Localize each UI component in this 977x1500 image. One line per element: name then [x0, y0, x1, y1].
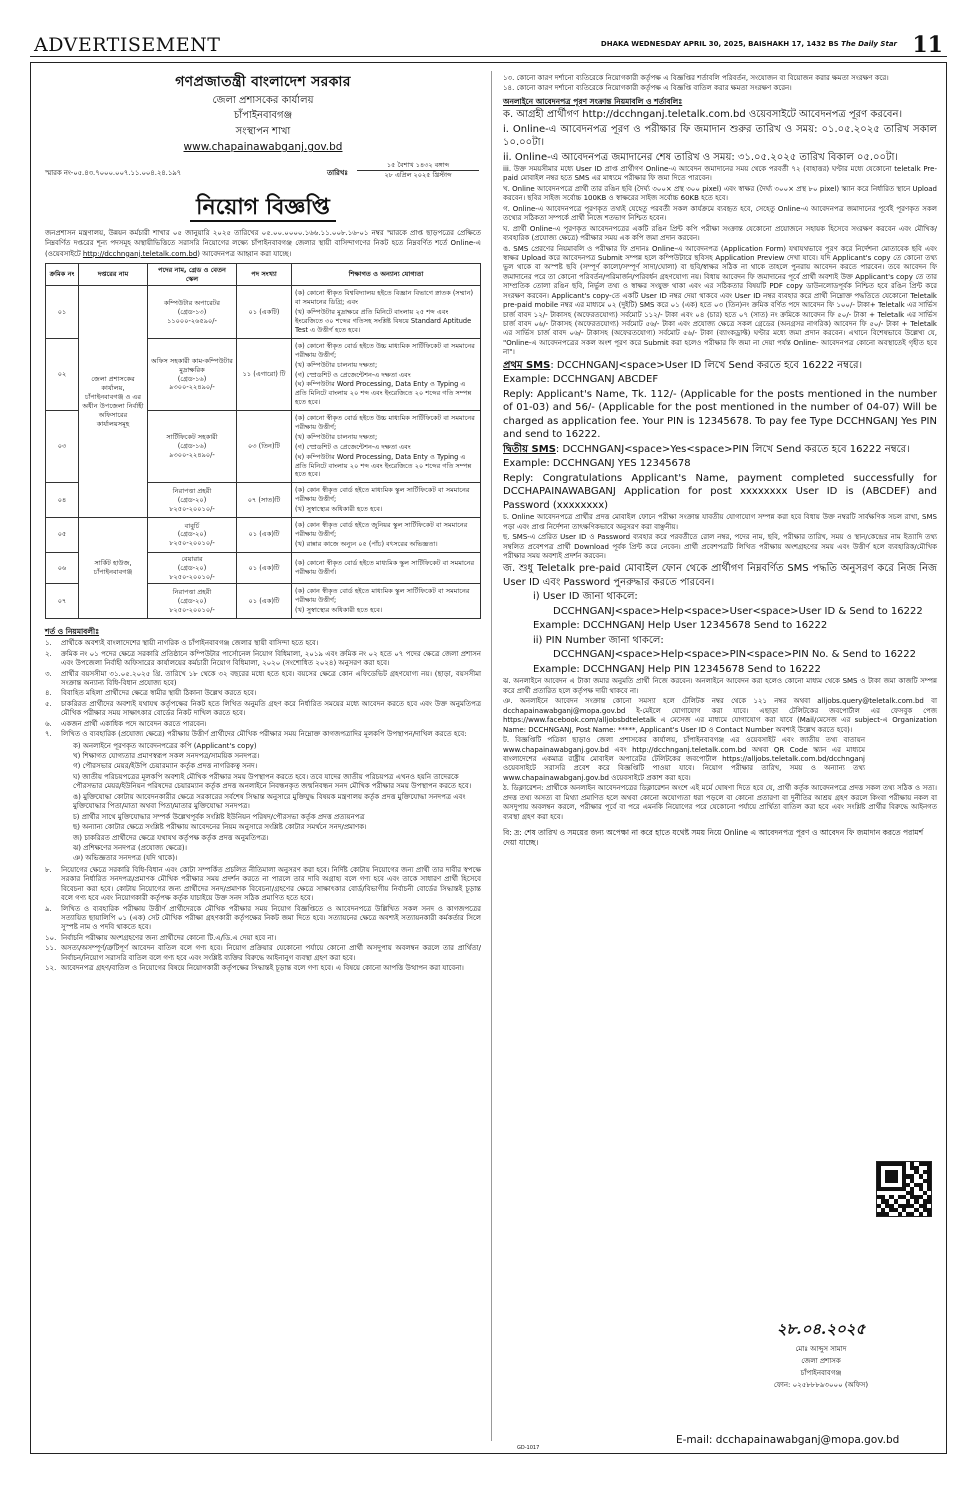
condition-item: [45, 689, 481, 698]
rule-gha: ঘ. প্রার্থী Online-এ পূরণকৃত আবেদনপত্রের একটি রঙিন প্রিন্ট কপি পরীক্ষা সংক্রান্ত যেকোনো প্রয়োজনে সহায়ক হিসেবে সংরক্ষণ করবেন এবং মৌখিক/ব্যবহারিক (প্রযোজ্য ক্ষেত্রে) পরীক্ষার সময় এক কপি জমা প্রদান করবেন।: [503, 224, 937, 243]
rule-ka: ক. আগ্রহী প্রার্থীগণ http://dcchnganj.teletalk.com.bd ওয়েবসাইটে আবেদনপত্র পূরণ করবেন।: [503, 109, 903, 120]
office-name: জেলা প্রশাসকের কার্যালয়: [212, 94, 314, 106]
post-count: ০৩ (তিন)টি: [237, 411, 292, 483]
dateline: DHAKA WEDNESDAY APRIL 30, 2025, BAISHAKH 17, 1432 BS The Daily Star: [600, 40, 897, 48]
signatory-district: চাঁপাইনবাবগঞ্জ: [800, 1369, 842, 1377]
condition-number: ২.: [45, 649, 52, 658]
row-serial: ০৬: [46, 552, 79, 584]
post-scale: ৮২৫০-২০০১০/-: [169, 504, 215, 513]
post-post: সার্টিফিকেট সহকারী: [166, 433, 218, 442]
condition-number: ১০.: [45, 933, 57, 942]
email-address[interactable]: E-mail: dcchapainawabganj@mopa.gov.bd: [676, 1434, 900, 1446]
post-scale: ৯৩০০-২২৪৯০/-: [169, 451, 215, 460]
apply-link[interactable]: http://dcchnganj.teletalk.com.bd: [82, 249, 198, 258]
qualification-cell: [292, 552, 481, 584]
page-title: নিয়োগ বিজ্ঞপ্তি: [45, 193, 481, 223]
condition-text: ক্রমিক নং ০১ পদের ক্ষেত্রে সরকারি প্রতিষ্ঠানে কম্পিউটার পার্সোনেল নিয়োগ বিধিমালা, ২০১৯ এবং ক্রমিক নং ০২ হতে ০৭ পদের ক্ষেত্রে জেলা প্রশাসন এবং উপজেলা নির্বাহী অফিসারের কার্যালয়ের কর্মচারী নিয়োগ বিধিমালা, ২০২০ (সংশোধিত ২০২৪) অনুসরণ করা হবে।: [61, 649, 481, 668]
condition-number: ১১.: [45, 944, 57, 953]
document-item: ক) অনলাইনে পূরণকৃত আবেদনপত্রের কপি (Applicant's copy): [73, 741, 257, 750]
post-post: অফিস সহকারী কাম-কম্পিউটার মুদ্রাক্ষরিক: [151, 356, 233, 374]
left-column: [45, 73, 481, 975]
document-item: ঘ) জাতীয় পরিচয়পত্রের মূলকপি অবশ্যই মৌখিক পরীক্ষার সময় উপস্থাপন করতে হবে। তবে যাদের জাতীয় পরিচয়পত্র এখনও হয়নি তাদেরকে পৌরসভার মেয়র/ইউনিয়ন পরিষদের চেয়ারম্যান কর্তৃক প্রদত্ত অনলাইনে নিবন্ধনকৃত জন্মনিবন্ধন সনদ মৌখিক পরীক্ষার সময় উপস্থাপন করতে হবে।: [73, 772, 472, 791]
document-item: ঝ) প্রশিক্ষণের সনদপত্র (প্রযোজ্য ক্ষেত্রে)।: [73, 843, 188, 852]
condition-item: [45, 700, 481, 719]
right-column: [503, 73, 937, 848]
qr-module: [927, 1212, 931, 1216]
row-serial: ০২: [46, 338, 79, 410]
condition-item: [45, 944, 481, 963]
sms-1-reply: Reply: Applicant's Name, Tk. 112/- (Applicable for the posts mentioned in the number of 01-03) and 56/- (Applicable for the post mentioned in the number of 04-07) Will be charged as application fee. Your PIN is 12345678. To pay fee Type DCCHNGANJ Yes PIN and send to 16222.: [503, 388, 937, 441]
condition-text: নির্বাচনি পরীক্ষায় অংশগ্রহণের জন্য প্রার্থীদের কোনো টি.এ/ডি.এ দেয়া হবে না।: [61, 933, 277, 942]
condition-item: [45, 720, 481, 729]
post-scale: ১১০০০-২৬৫৯০/-: [167, 316, 217, 325]
memo-row: [45, 161, 481, 191]
signatory-phone: ফোন: ০২৫৮৮৮৯৩০০০ (অফিস): [773, 1381, 869, 1389]
district-name: চাঁপাইনবাবগঞ্জ: [233, 110, 293, 122]
pin-command: DCCHNGANJ<space>Help<space>PIN<space>PIN No. & Send to 16222: [553, 649, 917, 661]
document-item: গ) পৌরসভার মেয়র/ইউপি চেয়ারম্যান কর্তৃক প্রদত্ত নাগরিকত্ব সনদ।: [73, 762, 258, 771]
qualification-cell: [292, 338, 481, 410]
condition-number: ৫.: [45, 699, 52, 708]
column-divider: [491, 71, 492, 1441]
rule-kha: খ. Online আবেদনপত্রে প্রার্থী তার রঙিন ছবি (দৈর্ঘ্য ৩০০× প্রস্থ ৩০০ pixel) এবং স্বাক্ষর (দৈর্ঘ্য ৩০০× প্রস্থ ৮০ pixel) স্ক্যান করে নির্ধারিত স্থানে Upload করবেন। ছবির সাইজ সর্বোচ্চ 100KB ও স্বাক্ষরের সাইজ সর্বোচ্চ 60KB হতে হবে।: [503, 184, 937, 203]
posts-table: [45, 263, 481, 619]
qualification-line: (খ) কম্পিউটার চালনায় দক্ষতা;: [295, 360, 378, 369]
conditions-list-more: [45, 866, 481, 974]
condition-text: নিয়োগের ক্ষেত্রে সরকারি বিধি-বিধান এবং কোটা সম্পর্কিত প্রচলিত নীতিমালা অনুসরণ করা হবে। নির্দিষ্ট কোটায় নিয়োগের জন্য প্রার্থী তার দাবীর স্বপক্ষে সরকার নির্ধারিত সনদপত্র/প্রমাণক মৌখিক পরীক্ষার সময় প্রদর্শন করতে না পারলে তার দাবি অগ্রাহ্য বলে গণ্য হবে এবং তাকে সাধারণ প্রার্থী হিসেবে বিবেচনা করা হবে। কোটায় নিয়োগের জন্য প্রার্থীদের সনদ/প্রমাণক বিবেচনা/গ্রহণের ক্ষেত্রে সাক্ষাৎকার বোর্ড/বিভাগীয় নির্বাচনী বোর্ডের সিদ্ধান্তই চূড়ান্ত বলে গণ্য হবে এবং নিয়োগকারী কর্তৃপক্ষ কর্তৃক যাচাইয়ে উক্ত সনদ সঠিক প্রমাণিত হতে হবে।: [61, 865, 481, 903]
documents-list: [45, 742, 481, 864]
office-cell: জেলা প্রশাসকের কার্যালয়, চাঁপাইনবাবগঞ্জ ও এর অধীন উপজেলা নির্বাহী অফিসারের কার্যালয়সমূহ: [79, 286, 148, 518]
date-bengali: ১৫ বৈশাখ ১৪৩২ বঙ্গাব্দ: [357, 161, 479, 172]
qualification-line: (ক) কোনো স্বীকৃত বোর্ড হইতে মাধ্যমিক স্কুল সার্টিফিকেট বা সমমানের পরীক্ষায় উত্তীর্ণ।: [295, 559, 475, 577]
condition-number: ৯.: [45, 904, 52, 913]
condition-item: [45, 650, 481, 669]
row-serial: ০১: [46, 286, 79, 338]
col-post: পদের নাম, গ্রেড ও বেতন স্কেল: [148, 263, 237, 286]
rule-iii: iii. উক্ত সময়সীমার মধ্যে User ID প্রাপ্ত প্রার্থীগণ Online-এ আবেদন জমাদানের সময় থেকে পরবর্তী ৭২ (বাহাত্তর) ঘণ্টার মধ্যে যেকোনো teletalk Pre-paid মোবাইল নম্বর হতে SMS এর মাধ্যমে পরীক্ষার ফি জমা দিতে পারবেন।: [503, 165, 937, 183]
condition-number: ১২.: [45, 964, 57, 973]
condition-text: চাকরিরত প্রার্থীদের অবশ্যই যথাযথ কর্তৃপক্ষের নিকট হতে লিখিত অনুমতি গ্রহণ করে নির্ধারিত সময়ের মধ্যে আবেদন করতে হবে এবং উক্ত অনুমতিপত্র মৌখিক পরীক্ষার সময় সাক্ষাৎকার বোর্ডের নিকট দাখিল করতে হবে।: [61, 699, 481, 718]
memo-number: স্মারক নং-০৫.৪৩.৭০০০.০০৭.১১.০০৪.২৪.১৯৭: [45, 168, 182, 177]
signature-block: [731, 1318, 911, 1391]
pin-label: ii) PIN Number জানা থাকলে:: [533, 634, 664, 646]
post-scale: ৮২৫০-২০০১০/-: [169, 572, 215, 581]
condition-text: লিখিত ও ব্যবহারিক (প্রযোজ্য ক্ষেত্রে) পরীক্ষায় উত্তীর্ণ প্রার্থীদের মৌখিক পরীক্ষার সময় নিম্নোক্ত কাগজপত্রাদির মূলকপি উপস্থাপন/দাখিল করতে হবে:: [61, 730, 467, 739]
condition-number: ৭.: [45, 730, 52, 739]
header: [45, 73, 481, 155]
rule-ii: ii. Online-এ আবেদনপত্র জমাদানের শেষ তারিখ ও সময়: ৩১.০৫.২০২৫ তারিখ বিকাল ০৫.০০টা।: [503, 151, 898, 163]
post-grade: (গ্রেড-২০): [177, 596, 207, 605]
note: বি: দ্র: শেষ তারিখ ও সময়ের জন্য অপেক্ষা না করে হাতে যথেষ্ট সময় নিয়ে Online এ আবেদনপত্র পূরণ ও আবেদন ফি জমাদান করতে পরামর্শ দেয়া যাচ্ছে।: [503, 828, 924, 848]
condition-text: বিবাহিত মহিলা প্রার্থীদের ক্ষেত্রে স্বামীর স্থায়ী ঠিকানা উল্লেখ করতে হবে।: [61, 689, 257, 698]
qualification-line: (খ) রান্নার কাজে অন্যুন ০৫ (পাঁচ) বৎসরের অভিজ্ঞতা।: [295, 539, 438, 548]
qr-module: [894, 1179, 898, 1183]
section-label: ADVERTISEMENT: [34, 34, 221, 56]
rule-chha: ছ. SMS-এ প্রেরিত User ID ও Password ব্যবহার করে পরবর্তীতে রোল নম্বর, পদের নাম, ছবি, পরীক্ষার তারিখ, সময় ও স্থান/কেন্দ্রের নাম ইত্যাদি তথ্য সম্বলিত প্রবেশপত্র প্রার্থী Download পূর্বক প্রিন্ট করে নেবেন। প্রার্থী প্রবেশপত্রটি লিখিত পরীক্ষায় অংশগ্রহণের সময় এবং উত্তীর্ণ হলে ব্যবহারিক/মৌখিক পরীক্ষার সময় অবশ্যই প্রদর্শন করবেন।: [503, 533, 937, 560]
condition-item: [45, 730, 481, 739]
post-grade: (গ্রেড-২০): [177, 495, 207, 504]
qualification-cell: [292, 286, 481, 338]
sms-2: দ্বিতীয় SMS: DCCHNGANJ<space>Yes<space>PIN লিখে Send করতে হবে 16222 নম্বরে।: [503, 443, 910, 455]
date-box: [357, 161, 479, 181]
rule-uma: ঙ. SMS প্রেরণের নিয়মাবলি ও পরীক্ষার ফি প্রদানঃ Online-এ আবেদনপত্র (Application Form) যথাযথভাবে পূরণ করে নির্দেশনা মোতাবেক ছবি এবং স্বাক্ষর Upload করে আবেদনপত্র Submit সম্পন্ন হলে কম্পিউটারে ছবিসহ Application Preview দেখা যাবে। যদি Applicant's copy তে কোনো তথ্য ভুল থাকে বা অস্পষ্ট ছবি (সম্পূর্ণ কালো/সম্পূর্ণ সাদা/ঘোলা) বা ছবি/স্বাক্ষর সঠিক না থাকে তাহলে পুনরায় আবেদন করতে পারবেন। তবে আবেদন ফি জমাদানের পরে তা কোনো পরিবর্তন/পরিমার্জন/পরিবর্ধন গ্রহণযোগ্য নয়। বিধায় আবেদন ফি জমাদানের পূর্বে প্রার্থী অবশ্যই উক্ত Applicant's copy তে তার সাম্প্রতিক তোলা রঙিন ছবি, নির্ভুল তথ্য ও স্বাক্ষর সংযুক্ত থাকা এবং এর সঠিকতার বিষয়টি PDF copy ডাউনলোডপূর্বক নিশ্চিত হবে রঙিন প্রিন্ট করে সংরক্ষণ করবেন। Applicant's copy-তে একটি User ID নম্বর দেয়া থাকবে এবং User ID নম্বর ব্যবহার করে প্রার্থী নিম্নোক্ত পদ্ধতিতে যেকোনো Teletalk pre-paid mobile নম্বর এর মাধ্যমে ০২ (দুইটি) SMS করে ০১ (এক) হতে ০৩ (তিন)নং ক্রমিক বর্ণিত পদে আবেদন ফি ১০০/- টাকা+ Teletalk এর সার্ভিস চার্জ বাবদ ১২/- টাকাসহ (অফেরতযোগ্য) সর্বমোট ১১২/- টাকা এবং ০৪ (চার) হতে ০৭ (সাত) নং ক্রমিকে আবেদন ফি ৫০/- টাকা + Teletalk এর সার্ভিস চার্জ বাবদ ০৬/- টাকাসহ (অফেরতযোগ্য) সর্বমোট ৫৬/- টাকা এবং প্রযোজ্য ক্ষেত্রে সকল গ্রেডের (অনগ্রসর নাগরিক) আবেদন ফি ৫০/- টাকা + Teletalk এর সার্ভিস চার্জ বাবদ ০৬/- টাকাসহ (অফেরতযোগ্য) সর্বমোট ৫৬/- টাকা (ব্যাংকড্রাফ্ট) ঘণ্টার মধ্যে জমা প্রদান করবেন। এখানে বিশেষভাবে উল্লেখ্য যে, "Online-এ আবেদনপত্রের সকল অংশ পূরণ করে Submit করা হলেও পরীক্ষার ফি জমা না দেয়া পর্যন্ত Online- আবেদনপত্র কোনো অবস্থাতেই গৃহীত হবে না"।: [503, 244, 937, 357]
rule-ta: ট. বিজ্ঞপ্তিটি পত্রিকা ছাড়াও জেলা প্রশাসকের কার্যালয়, চাঁপাইনবাবগঞ্জ এর ওয়েবসাইট এবং জাতীয় তথ্য বাতায়ন www.chapainawabganj.gov.bd এবং http://dcchnganj.teletalk.com.bd অথবা QR Code স্ক্যান এর মাধ্যমে বাংলাদেশের একমাত্র রাষ্ট্রীয় মোবাইল অপারেটর টেলিটকের জবপোর্টাল https://alljobs.teletalk.com.bd/dcchnganj ওয়েবসাইটে সরাসরি প্রবেশ করে বিজ্ঞপ্তিটি পাওয়া যাবে। নিয়োগ পরীক্ষার তারিখ, সময় ও অন্যান্য তথ্য www.chapainawabganj.gov.bd ওয়েবসাইটে প্রকাশ করা হবে।: [503, 736, 865, 782]
conditions-list: [45, 639, 481, 739]
rule-i: i. Online-এ আবেদনপত্র পূরণ ও পরীক্ষার ফি জমাদান শুরুর তারিখ ও সময়: ০১.০৫.২০২৫ তারিখ সকাল ১০.০০টা।: [503, 123, 937, 148]
uid-label: i) User ID জানা থাকলে:: [533, 591, 638, 603]
condition-number: ৪.: [45, 689, 52, 698]
masthead: [30, 30, 947, 57]
condition-number: ৮.: [45, 865, 52, 874]
condition-item: [45, 905, 481, 933]
post-scale: ৮২৫০-২০০১০/-: [169, 605, 215, 614]
qualification-line: (খ) সুস্বাস্থ্যের অধিকারী হতে হবে।: [295, 505, 383, 514]
condition-number: ৬.: [45, 719, 52, 728]
col-serial: ক্রমিক নং: [46, 263, 79, 286]
document-item: ঞ) অভিজ্ঞতার সনদপত্র (যদি থাকে)।: [73, 854, 178, 863]
conditions-title: শর্ত ও নিয়মাবলীঃ: [45, 627, 100, 637]
table-row: [46, 286, 481, 338]
advertisement: [30, 62, 947, 1454]
date-english: ২৮ এপ্রিল ২০২৫ খ্রিস্টাব্দ: [384, 171, 452, 180]
gd-code: GD-1017: [517, 1445, 540, 1451]
post-post: কম্পিউটার অপারেটর: [163, 298, 221, 307]
qualification-line: (ঘ) কম্পিউটার Word Processing, Data Enty ও Typing এ প্রতি মিনিটে বাংলায় ২০ শব্দ এবং ইংরেজিতে ২০ শব্দের গতি সম্পন্ন হতে হবে।: [295, 452, 472, 479]
document-item: ছ) অন্যান্য কোটার ক্ষেত্রে সংশ্লিষ্ট পরীক্ষায় আবেদনের নিয়ম অনুসারে সংশ্লিষ্ট কোটার সমর্থনে সনদ/প্রমাণক।: [73, 823, 367, 832]
office-cell: সার্কিট হাউজ, চাঁপাইনবাবগঞ্জ: [79, 518, 148, 619]
sms-2-reply: Reply: Congratulations Applicant's Name, payment completed successfully for DCCHAPAINAWABGANJ Application for post xxxxxxxx User ID is (ABCDEF) and Password (xxxxxxxx): [503, 472, 937, 511]
qualification-line: (ক) কোন স্বীকৃত বোর্ড হইতে জুনিয়র স্কুল সার্টিফিকেট বা সমমানের পরীক্ষায় উত্তীর্ণ;: [295, 521, 468, 538]
row-serial: ০৫: [46, 518, 79, 553]
paper-name: The Daily Star: [841, 40, 897, 48]
post-post: বেয়ারার: [181, 554, 203, 563]
page-number: 11: [912, 32, 943, 58]
post-count: ০১ (এক)টি: [237, 518, 292, 553]
condition-number: ১.: [45, 639, 52, 648]
post-count: ০১ (একটি): [237, 286, 292, 338]
table-row: [46, 518, 481, 553]
condition-item: [45, 964, 481, 973]
condition-item: [45, 670, 481, 689]
document-item: চ) প্রার্থীর সাথে মুক্তিযোদ্ধার সম্পর্ক উল্লেখপূর্বক সংশ্লিষ্ট ইউনিয়ন পরিষদ/পৌরসভা কর্তৃক প্রদত্ত প্রত্যয়নপত্র: [73, 812, 365, 821]
condition-text: প্রার্থীকে অবশ্যই বাংলাদেশের স্থায়ী নাগরিক ও চাঁপাইনবাবগঞ্জ জেলার স্থায়ী বাসিন্দা হতে হবে।: [61, 639, 319, 648]
post-count: ০৭ (সাত)টি: [237, 483, 292, 518]
qualification-line: (খ) সুস্বাস্থ্যের অধিকারী হতে হবে।: [295, 606, 383, 615]
document-item: ঙ) মুক্তিযোদ্ধা কোটায় আবেদনকারীর ক্ষেত্রে সরকারের সর্বশেষ সিদ্ধান্ত অনুসারে মুক্তিযুদ্ধ বিষয়ক মন্ত্রণালয় কর্তৃক প্রদত্ত মুক্তিযোদ্ধা সনদপত্র এবং মুক্তিযোদ্ধার পিতা/মাতা অথবা পিতা/মাতার মুক্তিযোদ্ধা সনদপত্র।: [73, 792, 466, 811]
condition-text: আবেদনপত্র গ্রহণ/বাতিল ও নিয়োগের বিষয়ে নিয়োগকারী কর্তৃপক্ষের সিদ্ধান্তই চূড়ান্ত বলে গণ্য হবে। এ বিষয়ে কোনো আপত্তি উত্থাপন করা যাবেনা।: [61, 964, 464, 973]
qualification-cell: [292, 584, 481, 619]
post-cell: [148, 483, 237, 518]
signature-date: ২৮.০৪.২০২৫: [776, 1320, 866, 1338]
qualification-line: (ক) কোন স্বীকৃত বোর্ড হইতে মাধ্যমিক স্কুল সার্টিফিকেট বা সমমানের পরীক্ষায় উত্তীর্ণ;: [295, 587, 470, 605]
post-cell: [148, 411, 237, 483]
condition-14: ১৪. কোনো কারণ দর্শানো ব্যতিরেকে নিয়োগকারী কর্তৃপক্ষ এ বিজ্ঞপ্তি বাতিল করার ক্ষমতা সংরক্ষণ করেন।: [503, 84, 792, 93]
post-grade: (গ্রেড-১৬): [177, 442, 207, 451]
condition-item: [45, 866, 481, 904]
qualification-line: (গ) স্প্রেডশিট ও প্রেজেন্টেশন-এ দক্ষতা এবং: [295, 370, 411, 379]
post-count: ০১ (এক)টি: [237, 584, 292, 619]
qualification-line: (ক) কোনো স্বীকৃত বোর্ড হইতে উচ্চ মাধ্যমিক সার্টিফিকেট বা সমমানের পরীক্ষায় উত্তীর্ণ;: [295, 414, 475, 432]
post-cell: [148, 584, 237, 619]
intro-paragraph: জনপ্রশাসন মন্ত্রণালয়, উন্নয়ন কর্মচারী শাখার ০৫ জানুয়ারি ২০২৫ তারিখের ০৫.০০.০০০০.১৬৬.১১.০০৮.১৬-০১ নম্বর স্মারকে প্রাপ্ত ছাড়পত্রের প্রেক্ষিতে নিম্নবর্ণিত দপ্তরের শূন্য পদসমূহ অস্থায়ীভিত্তিতে সরাসরি নিয়োগের লক্ষ্যে চাঁপাইনবাবগঞ্জ জেলার স্থায়ী বাসিন্দাগণের নিকট হতে নিম্নবর্ণিত শর্তে Online-এ (ওয়েবসাইটে http://dcchnganj.teletalk.com.bd) আবেদনপত্র আহ্বান করা যাচ্ছে।: [45, 229, 481, 258]
qualification-line: (ক) কোনো স্বীকৃত বোর্ড হইতে উচ্চ মাধ্যমিক সার্টিফিকেট বা সমমানের পরীক্ষায় উত্তীর্ণ;: [295, 341, 475, 359]
qr-module: [910, 1212, 914, 1216]
branch-name: সংস্থাপন শাখা: [235, 125, 291, 137]
uid-command: DCCHNGANJ<space>Help<space>User<space>User ID & Send to 16222: [553, 605, 923, 617]
post-cell: [148, 552, 237, 584]
qr-module: [919, 1212, 923, 1216]
condition-number: ৩.: [45, 669, 52, 678]
qr-module: [885, 1212, 889, 1216]
post-scale: ৯৩০০-২২৪৯০/-: [169, 383, 215, 392]
qualification-line: (খ) কম্পিউটার চালনায় দক্ষতা;: [295, 432, 378, 441]
condition-13: ১৩. কোনো কারণ দর্শানো ব্যতিরেকে নিয়োগকারী কর্তৃপক্ষ এ বিজ্ঞপ্তির শর্তাবলি পরিবর্তন, সংযোজন বা বিয়োজন করার ক্ষমতা সংরক্ষণ করে।: [503, 74, 889, 82]
qualification-line: (গ) স্প্রেডশিট ও প্রেজেন্টেশন-এ দক্ষতা এবং: [295, 442, 411, 451]
rule-jha: ঝ. অনলাইনে আবেদন এ টাকা জমার অনুমতি প্রার্থী নিজে করবেন। অনলাইনে আবেদন করা হলেও কোনো মাধ্যম থেকে SMS ও টাকা জমা কাজটি সম্পন্ন করে প্রার্থী প্রতারিত হলে কর্তৃপক্ষ দায়ী থাকবে না।: [503, 677, 937, 695]
qr-module: [898, 1212, 902, 1216]
online-rules-title: অনলাইনে আবেদনপত্র পূরণ সংক্রান্ত নিয়মাবলি ও শর্তাবলিঃ: [503, 96, 683, 106]
post-scale: ৮২৫০-২০০১০/-: [169, 539, 215, 548]
uid-example: Example: DCCHNGANJ Help User 12345678 Send to 16222: [533, 620, 828, 632]
qualification-line: (ঘ) কম্পিউটার Word Processing, Data Enty ও Typing এ প্রতি মিনিটে বাংলায় ২০ শব্দ এবং ইংরেজিতে ২০ শব্দের গতি সম্পন্ন হতে হবে।: [295, 380, 472, 407]
rule-cha: চ. Online আবেদনপত্রে প্রার্থীর প্রদত্ত মোবাইল ফোনে পরীক্ষা সংক্রান্ত যাবতীয় যোগাযোগ সম্পন্ন করা হবে বিধায় উক্ত নম্বরটি সার্বক্ষণিক সচল রাখা, SMS পড়া এবং প্রাপ্ত নির্দেশনা তাৎক্ষণিকভাবে অনুসরণ করা বাঞ্ছনীয়।: [503, 513, 937, 531]
condition-text: অসত্য/অসম্পূর্ণ/ত্রুটিপূর্ণ আবেদন বাতিল বলে গণ্য হবে। নিয়োগ প্রক্রিয়ার যেকোনো পর্যায়ে কোনো প্রার্থী অসদুপায় অবলম্বন করলে তার প্রার্থিতা/নির্বাচন/নিয়োগ সরাসরি বাতিল বলে গণ্য হবে এবং সংশ্লিষ্ট ব্যক্তির বিরুদ্ধে আইনানুগ ব্যবস্থা গ্রহণ করা হবে।: [61, 944, 481, 962]
col-count: পদ সংখ্যা: [237, 263, 292, 286]
post-count: ১১ (এগারো) টি: [237, 338, 292, 410]
row-serial: ০৪: [46, 483, 79, 518]
signatory-designation: জেলা প্রশাসক: [801, 1357, 841, 1365]
post-grade: (গ্রেড-১৩): [177, 307, 207, 316]
post-cell: [148, 338, 237, 410]
rule-nya: ঞ. অনলাইনে আবেদন সংক্রান্ত কোনো সমস্যা হলে টেলিটক নম্বর থেকে ১২১ নম্বর অথবা alljobs.query@teletalk.com.bd বা dcchapainawabganj@mopa.gov.bd ই-মেইলে যোগাযোগ করা যাবে। এছাড়া টেলিটকের জবপোর্টাল এর ফেসবুক পেজ https://www.facebook.com/alljobsbdteletalk এ মেসেজ এর মাধ্যমে যোগাযোগ করা যাবে (Mail/মেসেজ এর subject-এ Organization Name: DCCHNGANJ, Post Name: *****, Applicant's User ID ও Contact Number অবশ্যই উল্লেখ করতে হবে)।: [503, 697, 937, 734]
rule-tha: ঠ. ডিক্লারেশন: প্রার্থীকে অনলাইন আবেদনপত্রের ডিক্লারেশন অংশে এই মর্মে ঘোষণা দিতে হবে যে, প্রার্থী কর্তৃক আবেদনপত্রে প্রদত্ত সকল তথ্য সঠিক ও সত্য। প্রদত্ত তথ্য অসত্য বা মিথ্যা প্রমাণিত হলে অথবা কোনো অযোগ্যতা ধরা পড়লে বা কোনো প্রতারণা বা দুর্নীতির আশ্রয় গ্রহণ করলে কিংবা পরীক্ষায় নকল বা অসদুপায় অবলম্বন করলে, পরীক্ষার পূর্বে বা পরে এমনকি নিয়োগের পরে যেকোনো পর্যায়ে প্রার্থিতা বাতিল করা হবে এবং সংশ্লিষ্ট প্রার্থীর বিরুদ্ধে আইনগত ব্যবস্থা গ্রহণ করা হবে।: [503, 784, 937, 821]
post-grade: (গ্রেড-১৬): [177, 374, 207, 383]
qualification-cell: [292, 411, 481, 483]
post-cell: [148, 518, 237, 553]
col-qualification: শিক্ষাগত ও অন্যান্য যোগ্যতা: [292, 263, 481, 286]
condition-text: প্রার্থীর বয়সসীমা ৩১.০৫.২০২৫ খ্রি. তারিখে ১৮ থেকে ৩২ বছরের মধ্যে হতে হবে। বয়সের ক্ষেত্রে কোন এফিডেভিট গ্রহণযোগ্য নয়। (ছাড়া, বয়সসীমা সংক্রান্ত অন্যান্য বিধি-বিধান প্রযোজ্য হবে): [61, 669, 481, 687]
condition-item: [45, 639, 481, 648]
document-item: খ) শিক্ষাগত যোগ্যতার প্রমাণস্বরূপ সকল সনদপত্র/সাময়িক সনদপত্র।: [73, 752, 260, 760]
website-link[interactable]: www.chapainawabganj.gov.bd: [183, 141, 343, 154]
col-office: দপ্তরের নাম: [79, 263, 148, 286]
qualification-line: (ক) কোন স্বীকৃত বোর্ড হইতে মাধ্যমিক স্কুল সার্টিফিকেট বা সমমানের পরীক্ষায় উত্তীর্ণ;: [295, 486, 470, 504]
gov-name: গণপ্রজাতন্ত্রী বাংলাদেশ সরকার: [175, 74, 351, 90]
post-post: নিরাপত্তা প্রহরী: [172, 486, 212, 495]
qualification-line: (ক) কোনো স্বীকৃত বিশ্ববিদ্যালয় হইতে বিজ্ঞান বিভাগে স্নাতক (সম্মান) বা সমমানের ডিগ্রি; এবং: [295, 289, 474, 307]
post-grade: (গ্রেড-২০): [177, 530, 207, 539]
rule-ja: জ. শুধু Teletalk pre-paid মোবাইল ফোন থেকে প্রার্থীগণ নিম্নবর্ণিত SMS পদ্ধতি অনুসরণ করে নিজ নিজ User ID এবং Password পুনরুদ্ধার করতে পারবেন।: [503, 563, 937, 588]
qualification-cell: [292, 518, 481, 553]
condition-text: লিখিত ও ব্যবহারিক পরীক্ষায় উত্তীর্ণ প্রার্থীদেরকে মৌখিক পরীক্ষার সময় নিয়োগ বিজ্ঞপ্তিতে ও আবেদনপত্রে উল্লিখিত সকল সনদ ও কাগজপত্রের সত্যায়িত ছায়ালিপি ০১ (এক) সেট মৌখিক পরীক্ষা গ্রহণকারী কর্তৃপক্ষের নিকট জমা দিতে হবে। সত্যায়নের ক্ষেত্রে অবশ্যই সত্যায়নকারী কর্মকর্তার সিলে সুস্পষ্ট নাম ও পদবি থাকতে হবে।: [61, 904, 481, 932]
rule-ga: গ. Online-এ আবেদনপত্রে পূরণকৃত তথ্যই যেহেতু পরবর্তী সকল কার্যক্রমে ব্যবহৃত হবে, সেহেতু Online-এ আবেদনপত্র জমাদানের পূর্বেই পূরণকৃত সকল তথ্যের সঠিকতা সম্পর্কে প্রার্থী নিজে শতভাগ নিশ্চিত হবেন।: [503, 204, 937, 223]
document-item: জ) চাকরিরত প্রার্থীদের ক্ষেত্রে যথাযথ কর্তৃপক্ষ কর্তৃক প্রদত্ত অনুমতিপত্র।: [73, 833, 269, 842]
row-serial: ০৭: [46, 584, 79, 619]
pin-example: Example: DCCHNGANJ Help PIN 12345678 Send to 16222: [533, 663, 821, 675]
date-label: তারিখঃ: [327, 168, 348, 177]
post-post: বাবুর্চি: [184, 521, 200, 530]
condition-text: একজন প্রার্থী একাধিক পদে আবেদন করতে পারবেন।: [61, 719, 207, 728]
row-serial: ০৩: [46, 411, 79, 483]
qualification-cell: [292, 483, 481, 518]
condition-item: [45, 934, 481, 943]
qr-code[interactable]: [876, 1161, 932, 1217]
signatory-name: মোঃ আব্দুস সামাদ: [795, 1345, 847, 1353]
qr-module: [927, 1187, 931, 1191]
post-count: ০১ (এক)টি: [237, 552, 292, 584]
qualification-line: (খ) কম্পিউটার মুদ্রাক্ষরে প্রতি মিনিটে বাংলায় ২৫ শব্দ এবং ইংরেজিতে ৩০ শব্দের গতিসহ সংশ্লিষ্ট বিষয়ে Standard Aptitude Test এ উত্তীর্ণ হতে হবে।: [295, 308, 472, 335]
qr-module: [927, 1199, 931, 1203]
post-grade: (গ্রেড-২০): [177, 563, 207, 572]
sms-1-example: Example: DCCHNGANJ ABCDEF: [503, 374, 659, 386]
sms-2-example: Example: DCCHNGANJ YES 12345678: [503, 458, 691, 470]
sms-1: প্রথম SMS: DCCHNGANJ<space>User ID লিখে Send করতে হবে 16222 নম্বরে।: [503, 359, 863, 371]
post-cell: [148, 286, 237, 338]
post-post: নিরাপত্তা প্রহরী: [172, 587, 212, 596]
